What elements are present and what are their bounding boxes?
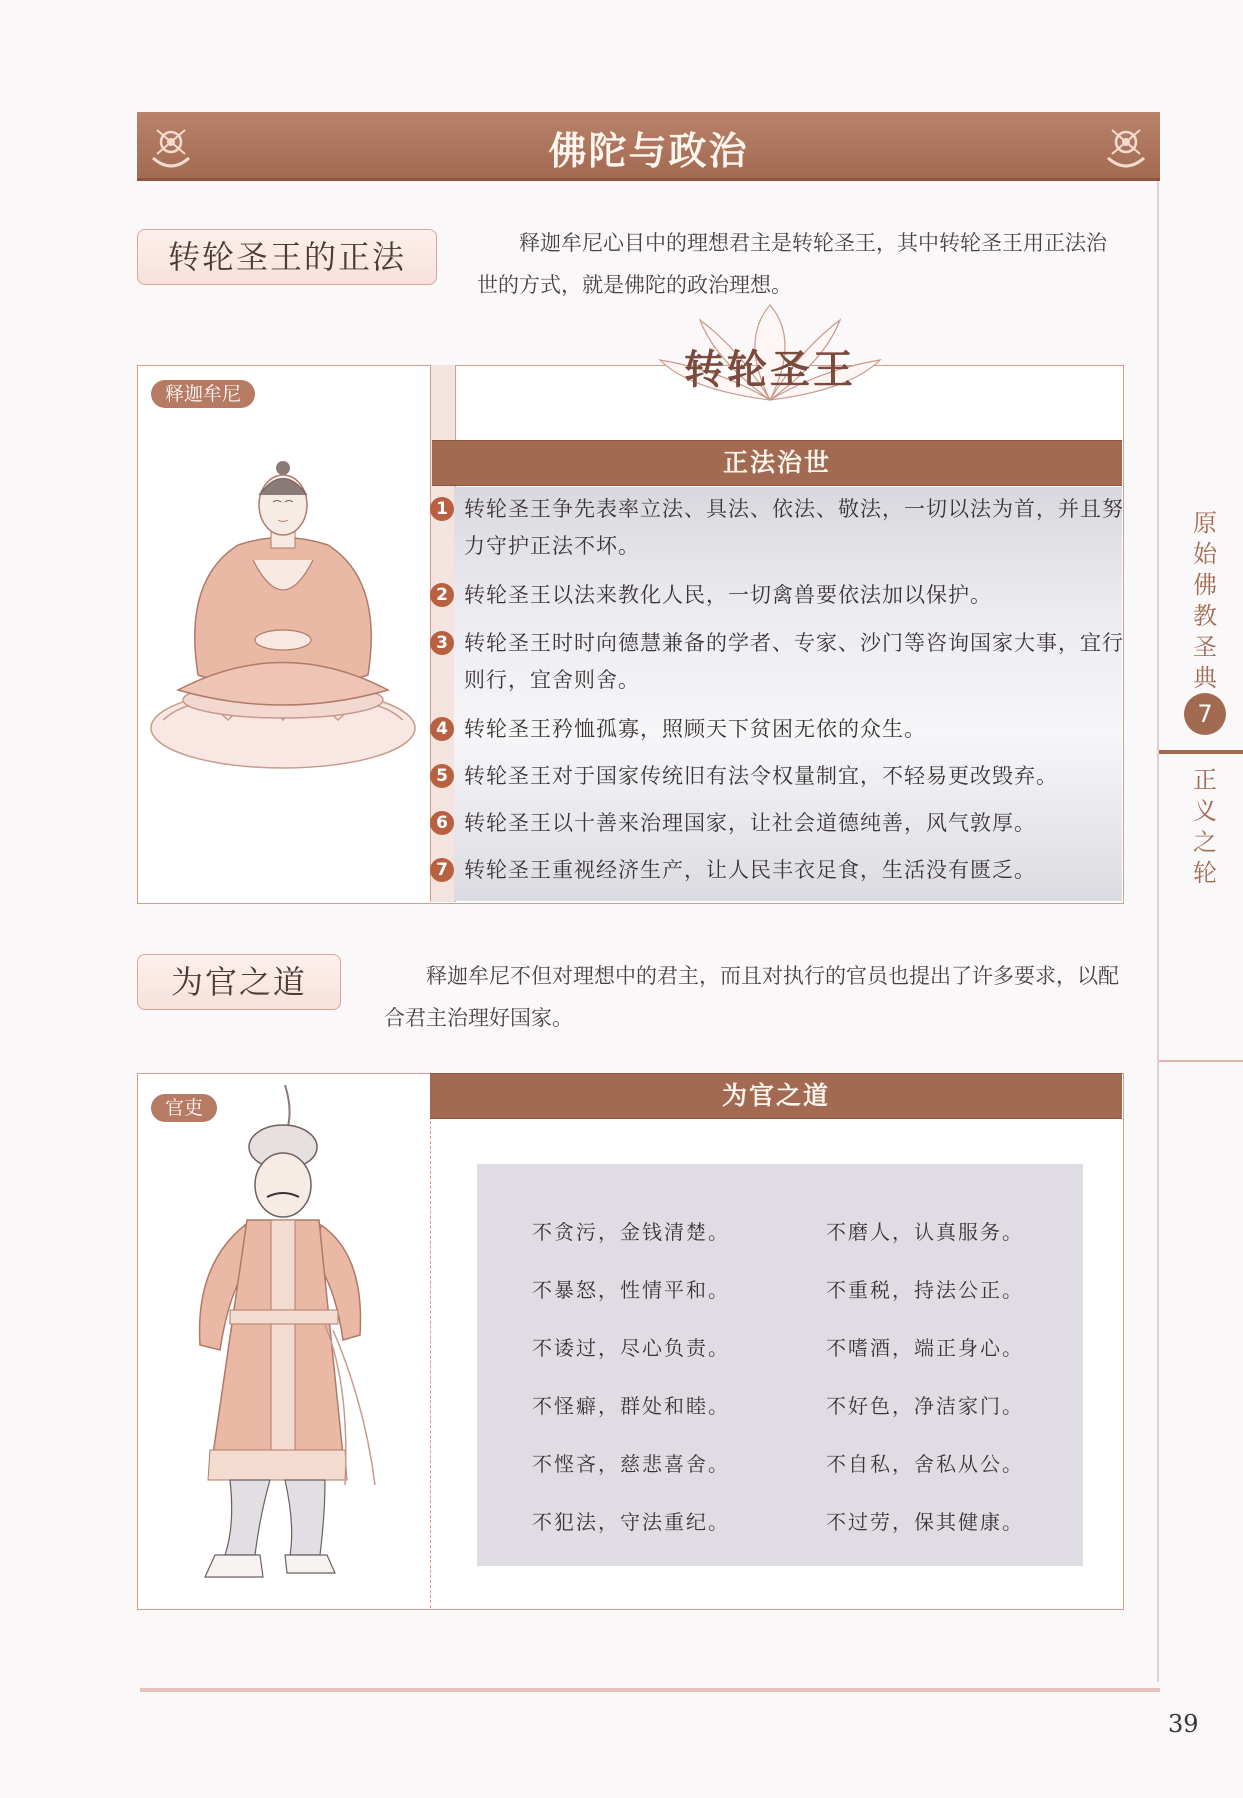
rule-number: 5	[430, 764, 454, 788]
rule-number: 2	[430, 583, 454, 607]
official-illustration	[175, 1085, 420, 1600]
chapter-rule	[1159, 750, 1243, 754]
rule-text: 转轮圣王以十善来治理国家，让社会道德纯善，风气敦厚。	[464, 811, 1036, 835]
rule-number: 6	[430, 811, 454, 835]
rule-text: 转轮圣王对于国家传统旧有法令权量制宜，不轻易更改毁弃。	[464, 764, 1058, 788]
duty-item: 不磨人，认真服务。	[826, 1220, 1024, 1244]
title-bar	[137, 112, 1160, 181]
section-intro: 释迦牟尼不但对理想中的君主，而且对执行的官员也提出了许多要求，以配合君主治理好国家。	[384, 964, 1119, 1030]
duty-item: 不贪污，金钱清楚。	[532, 1220, 730, 1244]
dharma-ornament-icon	[1098, 118, 1154, 174]
rule-number: 3	[430, 631, 454, 655]
book-title-vertical: 原始佛教圣典	[1193, 509, 1217, 692]
section-label: 转轮圣王的正法	[137, 229, 437, 285]
rule-number: 4	[430, 717, 454, 741]
rule-item	[430, 758, 1130, 795]
rule-item	[430, 852, 1130, 889]
section-intro: 释迦牟尼心目中的理想君主是转轮圣王，其中转轮圣王用正法治世的方式，就是佛陀的政治理想。	[477, 231, 1107, 297]
rule-number: 1	[430, 497, 454, 521]
chapter-number-badge: 7	[1184, 693, 1226, 735]
section-label: 为官之道	[137, 954, 341, 1010]
duty-item: 不过劳，保其健康。	[826, 1510, 1024, 1534]
rule-item	[430, 711, 1130, 748]
lotus-title: 转轮圣王	[684, 347, 856, 393]
rule-item	[430, 805, 1130, 842]
duty-item: 不嗜酒，端正身心。	[826, 1336, 1024, 1360]
duty-item: 不诿过，尽心负责。	[532, 1336, 730, 1360]
footer-rule	[140, 1688, 1160, 1692]
right-margin-rule	[1157, 112, 1159, 1682]
duty-item: 不重税，持法公正。	[826, 1278, 1024, 1302]
duty-item: 不怪癖，群处和睦。	[532, 1394, 730, 1418]
duty-item: 不自私，舍私从公。	[826, 1452, 1024, 1476]
section-band: 为官之道	[430, 1073, 1122, 1119]
rule-text: 转轮圣王重视经济生产，让人民丰衣足食，生活没有匮乏。	[464, 858, 1036, 882]
rule-item	[430, 491, 1130, 565]
section-band: 正法治世	[432, 440, 1122, 486]
page-title: 佛陀与政治	[548, 129, 749, 173]
rule-text: 转轮圣王时时向德慧兼备的学者、专家、沙门等咨询国家大事，宜行则行，宜舍则舍。	[464, 631, 1124, 692]
buddha-illustration	[138, 450, 428, 780]
rule-number: 7	[430, 858, 454, 882]
page-number: 39	[1168, 1710, 1199, 1738]
duty-item: 不好色，净洁家门。	[826, 1394, 1024, 1418]
figure-tag: 释迦牟尼	[151, 380, 255, 408]
rule-text: 转轮圣王争先表率立法、具法、依法、敬法，一切以法为首，并且努力守护正法不坏。	[464, 497, 1124, 558]
rule-item	[430, 577, 1130, 614]
rule-text: 转轮圣王矜恤孤寡，照顾天下贫困无依的众生。	[464, 717, 926, 741]
lotus-emblem	[620, 300, 920, 410]
panel-divider	[430, 1116, 431, 1608]
chapter-title-vertical: 正义之轮	[1193, 766, 1217, 887]
duty-item: 不暴怒，性情平和。	[532, 1278, 730, 1302]
figure-tag: 官吏	[151, 1094, 217, 1122]
duty-item: 不犯法，守法重纪。	[532, 1510, 730, 1534]
rule-item	[430, 625, 1130, 699]
chapter-rule	[1159, 1060, 1243, 1062]
rule-text: 转轮圣王以法来教化人民，一切禽兽要依法加以保护。	[464, 583, 992, 607]
duty-item: 不悭吝，慈悲喜舍。	[532, 1452, 730, 1476]
